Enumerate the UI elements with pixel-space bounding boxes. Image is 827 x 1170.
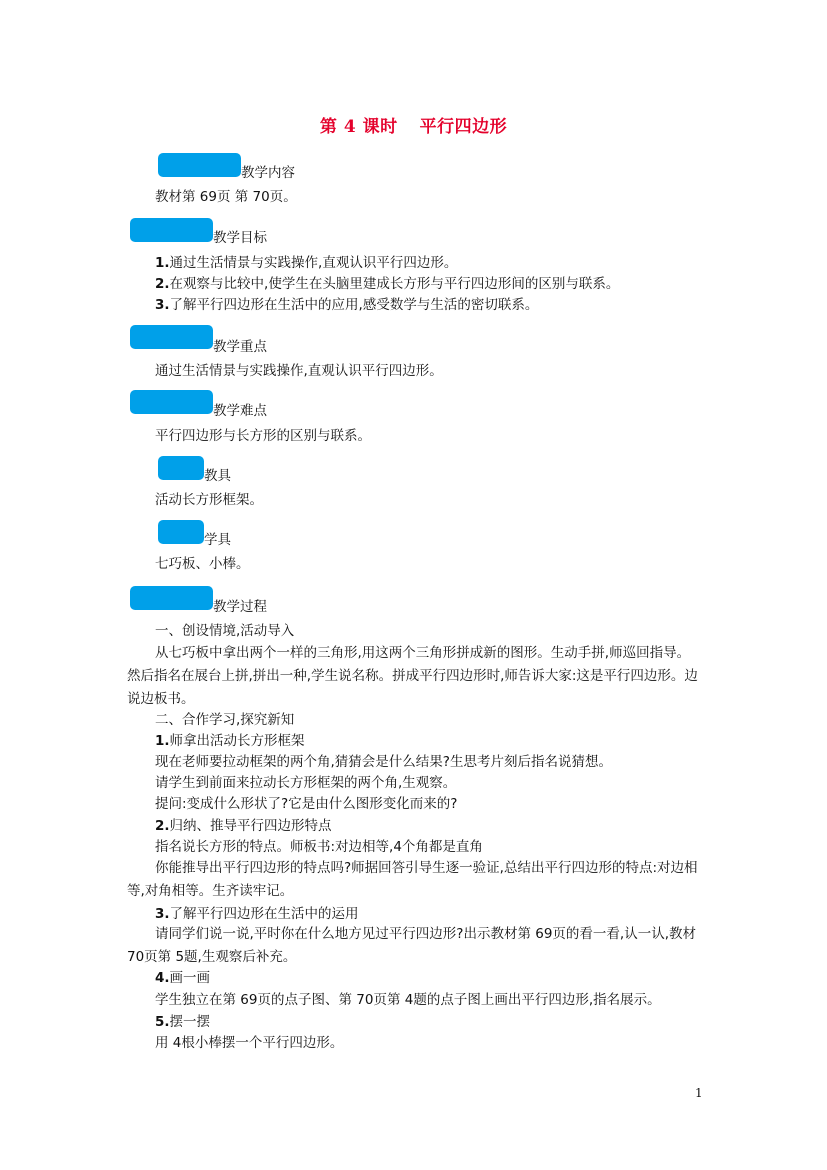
step-number: 3. <box>155 906 170 922</box>
section-tab-content <box>158 153 241 177</box>
step3-paragraph: 请同学们说一说,平时你在什么地方见过平行四边形?出示教材第 69页的看一看,认一认,教材 70页第 5题,生观察后补充。 <box>127 926 697 965</box>
section-label-teacher-tools: 教具 <box>204 468 231 484</box>
goal-item <box>155 295 538 315</box>
teacher-tools-text: 活动长方形框架。 <box>155 492 263 508</box>
process-part2-heading: 二、合作学习,探究新知 <box>155 712 295 728</box>
step1-line: 现在老师要拉动框架的两个角,猜猜会是什么结果?生思考片刻后指名说猜想。 <box>155 754 612 770</box>
goal-item <box>155 274 619 294</box>
step-heading <box>155 1012 210 1032</box>
process-part1-text: 从七巧板中拿出两个一样的三角形,用这两个三角形拼成新的图形。生动手拼,师巡回指导。然后指名在展台上拼,拼出一种,学生说名称。拼成平行四边形时,师告诉大家:这是平行四边形。边说边板书。 <box>127 645 698 707</box>
section-label-content: 教学内容 <box>241 165 295 181</box>
content-text: 教材第 69页 第 70页。 <box>155 189 297 205</box>
step1-line: 提问:变成什么形状了?它是由什么图形变化而来的? <box>155 796 458 812</box>
step-number: 1. <box>155 733 170 749</box>
section-tab-process <box>130 586 213 610</box>
step-title: 了解平行四边形在生活中的运用 <box>169 906 359 922</box>
step5-text: 用 4根小棒摆一个平行四边形。 <box>155 1035 344 1051</box>
step4-text: 学生独立在第 69页的点子图、第 70页第 4题的点子图上画出平行四边形,指名展示。 <box>155 992 661 1008</box>
step-number: 2. <box>155 818 170 834</box>
section-tab-teacher-tools <box>158 456 204 480</box>
step-title: 摆一摆 <box>169 1014 211 1030</box>
goal-item <box>155 253 457 273</box>
step-heading <box>155 816 332 836</box>
step-heading <box>155 731 305 751</box>
step-title: 画一画 <box>169 970 211 986</box>
goal-number: 2. <box>155 276 170 292</box>
step-number: 4. <box>155 970 170 986</box>
goal-text: 在观察与比较中,使学生在头脑里建成长方形与平行四边形间的区别与联系。 <box>169 276 620 292</box>
page-title <box>0 112 827 137</box>
section-label-goals: 教学目标 <box>213 230 267 246</box>
section-tab-student-tools <box>158 520 204 544</box>
step-number: 5. <box>155 1014 170 1030</box>
section-label-focus: 教学重点 <box>213 339 267 355</box>
goal-number: 1. <box>155 255 170 271</box>
step2-line: 指名说长方形的特点。师板书:对边相等,4个角都是直角 <box>155 839 483 855</box>
goal-text: 通过生活情景与实践操作,直观认识平行四边形。 <box>169 255 458 271</box>
section-tab-focus <box>130 325 213 349</box>
student-tools-text: 七巧板、小棒。 <box>155 556 250 572</box>
process-part1-heading: 一、创设情境,活动导入 <box>155 623 295 639</box>
difficulty-text: 平行四边形与长方形的区别与联系。 <box>155 428 371 444</box>
section-tab-goals <box>130 218 213 242</box>
section-label-student-tools: 学具 <box>204 532 231 548</box>
goal-number: 3. <box>155 297 170 313</box>
goal-text: 了解平行四边形在生活中的应用,感受数学与生活的密切联系。 <box>169 297 539 313</box>
lesson-number: 第 4 课时 <box>319 117 398 137</box>
step1-line: 请学生到前面来拉动长方形框架的两个角,生观察。 <box>155 775 457 791</box>
step-heading <box>155 968 210 988</box>
section-tab-difficulty <box>130 390 213 414</box>
lesson-topic: 平行四边形 <box>419 117 508 137</box>
page-number: 1 <box>695 1086 703 1100</box>
section-label-difficulty: 教学难点 <box>213 403 267 419</box>
step-title: 师拿出活动长方形框架 <box>169 733 305 749</box>
step-heading <box>155 904 359 924</box>
step2-paragraph: 你能推导出平行四边形的特点吗?师据回答引导生逐一验证,总结出平行四边形的特点:对边相等,对角相等。生齐读牢记。 <box>127 860 698 899</box>
focus-text: 通过生活情景与实践操作,直观认识平行四边形。 <box>155 363 443 379</box>
step-title: 归纳、推导平行四边形特点 <box>169 818 332 834</box>
section-label-process: 教学过程 <box>213 599 267 615</box>
